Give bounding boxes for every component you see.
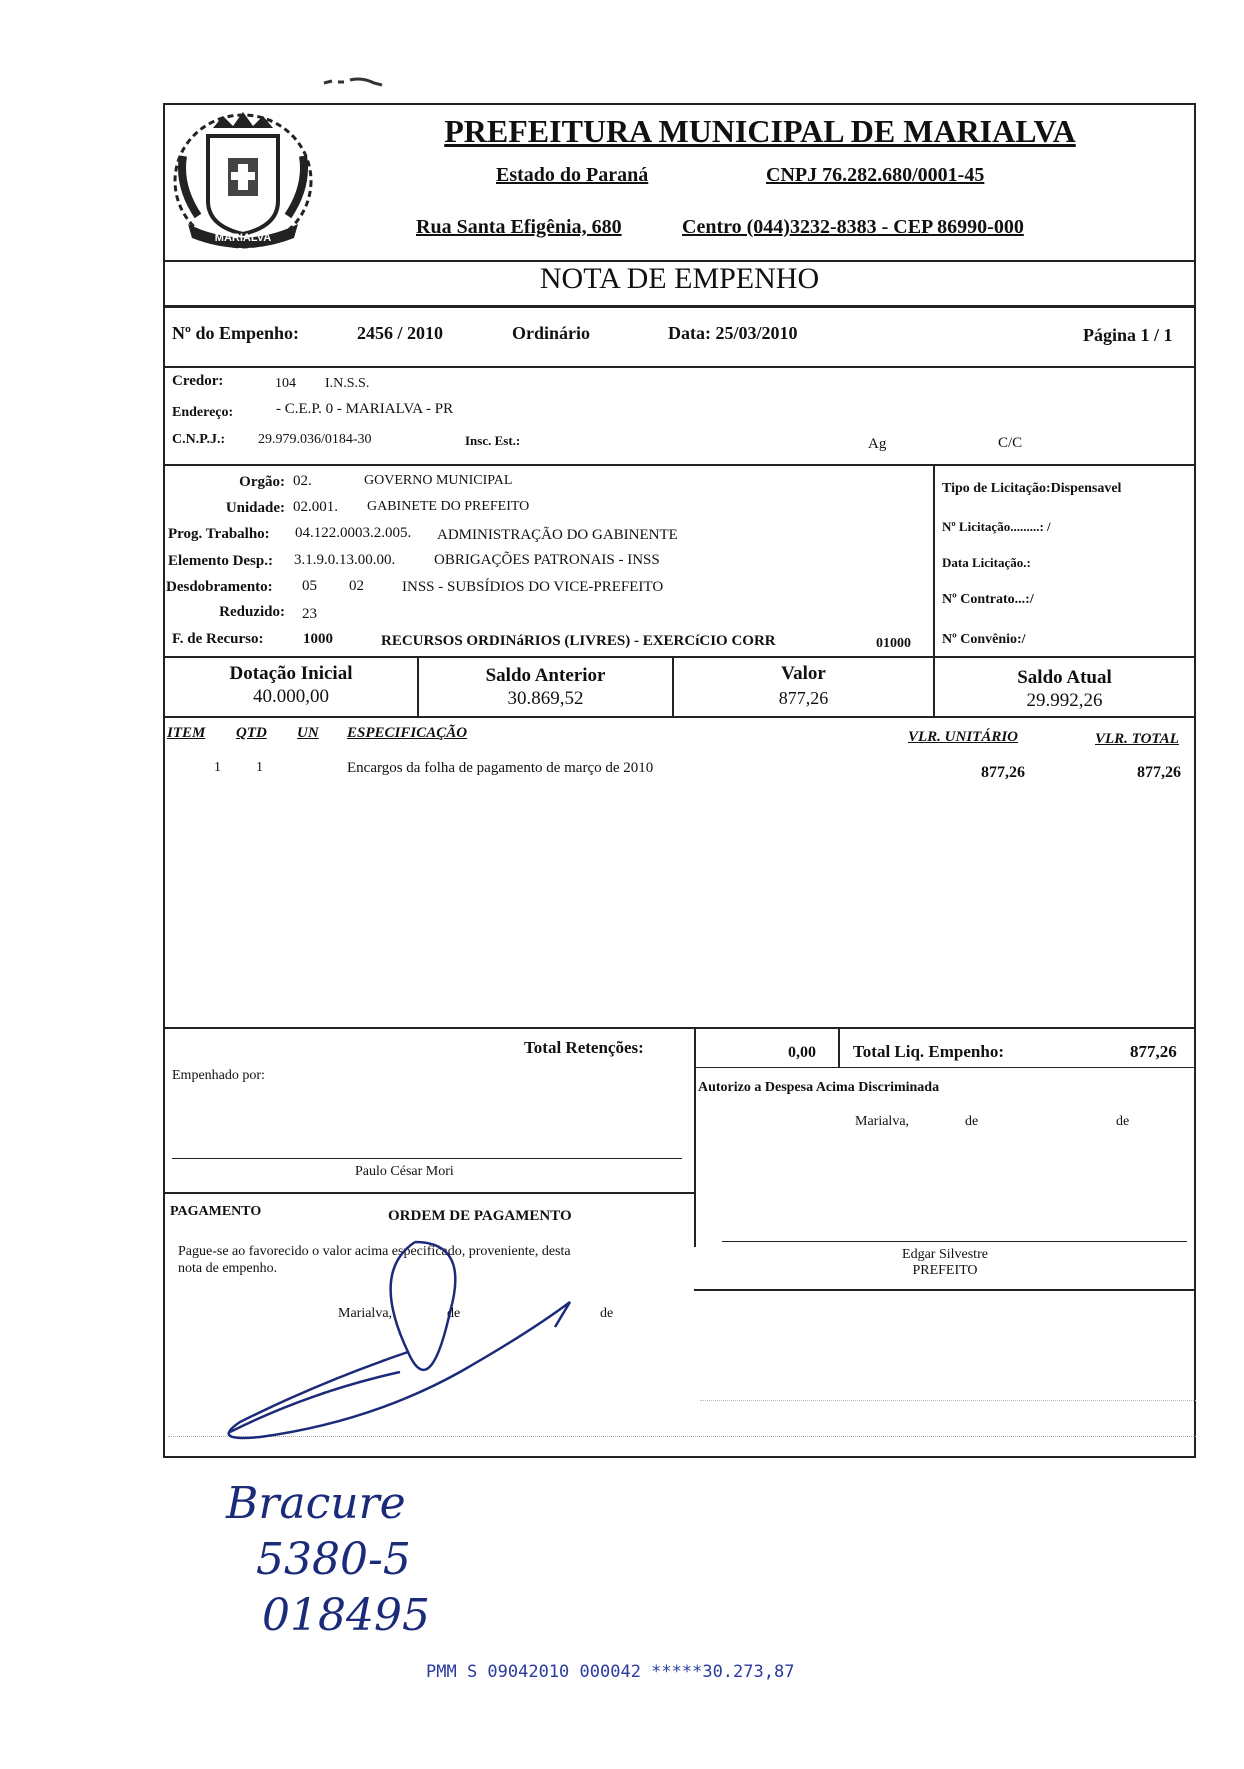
retencoes-value: 0,00 bbox=[788, 1044, 816, 1061]
header-state: Estado do Paraná bbox=[496, 164, 649, 186]
header-cnpj: CNPJ 76.282.680/0001-45 bbox=[766, 164, 985, 186]
col-qtd: QTD bbox=[236, 725, 267, 741]
seal-text: MARIALVA bbox=[214, 232, 272, 244]
credor-code: 104 bbox=[275, 376, 296, 391]
autorizo-city: Marialva, bbox=[855, 1114, 910, 1129]
orgao-name: GOVERNO MUNICIPAL bbox=[364, 473, 513, 488]
prefeito-name: Edgar Silvestre bbox=[902, 1247, 988, 1262]
header-address: Rua Santa Efigênia, 680 bbox=[416, 216, 622, 238]
red-label: Reduzido: bbox=[219, 604, 285, 620]
autorizo-de1: de bbox=[965, 1114, 979, 1129]
empenho-label: Nº do Empenho: bbox=[172, 323, 299, 343]
address-label: Endereço: bbox=[172, 405, 234, 420]
dotacao-inicial-value: 40.000,00 bbox=[253, 686, 329, 707]
col-item: ITEM bbox=[167, 725, 206, 741]
item-vlr-total: 877,26 bbox=[1137, 764, 1181, 781]
licitacao-numero: Nº Licitação.........: / bbox=[942, 519, 1051, 534]
item-vlr-unit: 877,26 bbox=[981, 764, 1025, 781]
empenho-type: Ordinário bbox=[512, 323, 591, 343]
item-espec: Encargos da folha de pagamento de março de 2010 bbox=[347, 760, 654, 776]
prog-code: 04.122.0003.2.005. bbox=[295, 525, 412, 541]
pagamento-de2: de bbox=[600, 1306, 614, 1321]
pagamento-text2: nota de empenho. bbox=[178, 1261, 278, 1276]
ordem-pagamento-label: ORDEM DE PAGAMENTO bbox=[388, 1208, 572, 1224]
saldo-anterior-label: Saldo Anterior bbox=[485, 665, 606, 686]
fonte-name: RECURSOS ORDINáRIOS (LIVRES) - EXERCíCIO CORR bbox=[381, 633, 776, 649]
saldo-atual-label: Saldo Atual bbox=[1017, 667, 1112, 688]
fonte-code: 1000 bbox=[303, 631, 333, 647]
coat-of-arms-icon bbox=[168, 106, 318, 256]
unidade-code: 02.001. bbox=[293, 499, 338, 515]
insc-label: Insc. Est.: bbox=[465, 433, 521, 448]
ag-label: Ag bbox=[868, 436, 887, 452]
col-vlr-total: VLR. TOTAL bbox=[1095, 731, 1179, 747]
prog-name: ADMINISTRAÇÃO DO GABINENTE bbox=[437, 527, 678, 543]
desd-name: INSS - SUBSÍDIOS DO VICE-PREFEITO bbox=[402, 579, 664, 595]
fonte-num: 01000 bbox=[876, 636, 911, 651]
coat-of-arms bbox=[168, 106, 318, 256]
desd-code2: 02 bbox=[349, 578, 364, 594]
saldo-anterior-value: 30.869,52 bbox=[507, 688, 584, 709]
footer-stamp: PMM S 09042010 000042 *****30.273,87 bbox=[426, 1662, 795, 1682]
elem-code: 3.1.9.0.13.00.00. bbox=[294, 552, 396, 568]
elem-name: OBRIGAÇÕES PATRONAIS - INSS bbox=[434, 552, 660, 568]
licitacao-contrato: Nº Contrato...:/ bbox=[942, 592, 1034, 607]
handwriting-line3: 018495 bbox=[262, 1590, 430, 1641]
signature-icon bbox=[200, 1232, 620, 1462]
prog-label: Prog. Trabalho: bbox=[168, 526, 270, 542]
retencoes-label: Total Retenções: bbox=[524, 1038, 644, 1057]
unidade-name: GABINETE DO PREFEITO bbox=[367, 499, 530, 514]
pagamento-text1: Pague-se ao favorecido o valor acima especificado, proveniente, desta bbox=[178, 1244, 571, 1259]
fonte-label: F. de Recurso: bbox=[172, 631, 264, 647]
item-number: 1 bbox=[214, 760, 221, 775]
dotted-line bbox=[700, 1400, 1196, 1401]
desd-code1: 05 bbox=[302, 578, 317, 594]
saldo-atual-value: 29.992,26 bbox=[1026, 690, 1103, 711]
header-title: PREFEITURA MUNICIPAL DE MARIALVA bbox=[444, 113, 1076, 149]
doc-title: NOTA DE EMPENHO bbox=[539, 262, 820, 295]
header-contact: Centro (044)3232-8383 - CEP 86990-000 bbox=[682, 216, 1024, 238]
scan-mark bbox=[322, 74, 400, 80]
pagamento-city: Marialva, bbox=[338, 1306, 393, 1321]
liq-value: 877,26 bbox=[1130, 1042, 1177, 1061]
unidade-label: Unidade: bbox=[225, 500, 285, 516]
credor-name: I.N.S.S. bbox=[325, 376, 370, 391]
orgao-label: Orgão: bbox=[239, 474, 285, 490]
autorizo-de2: de bbox=[1116, 1114, 1130, 1129]
autorizo-label: Autorizo a Despesa Acima Discriminada bbox=[698, 1080, 940, 1095]
empenhado-label: Empenhado por: bbox=[172, 1068, 265, 1083]
signature-scribble bbox=[200, 1232, 620, 1462]
credor-address: - C.E.P. 0 - MARIALVA - PR bbox=[276, 401, 454, 417]
pagamento-label: PAGAMENTO bbox=[170, 1204, 262, 1219]
cnpj-label: C.N.P.J.: bbox=[172, 432, 226, 447]
elem-label: Elemento Desp.: bbox=[168, 553, 273, 569]
empenhado-name: Paulo César Mori bbox=[355, 1164, 454, 1179]
cc-label: C/C bbox=[998, 435, 1023, 451]
empenho-page: Página 1 / 1 bbox=[1083, 325, 1173, 345]
handwriting-line2: 5380-5 bbox=[256, 1534, 411, 1585]
credor-label: Credor: bbox=[172, 373, 224, 389]
licitacao-data: Data Licitação.: bbox=[942, 555, 1031, 570]
col-vlr-unit: VLR. UNITÁRIO bbox=[908, 729, 1019, 745]
item-qtd: 1 bbox=[256, 760, 263, 775]
red-code: 23 bbox=[302, 606, 317, 622]
liq-label: Total Liq. Empenho: bbox=[853, 1042, 1004, 1061]
valor-label: Valor bbox=[781, 663, 826, 684]
valor-value: 877,26 bbox=[778, 688, 829, 708]
dotacao-inicial-label: Dotação Inicial bbox=[229, 663, 353, 684]
desd-label: Desdobramento: bbox=[166, 579, 273, 595]
orgao-code: 02. bbox=[293, 473, 312, 489]
empenho-number: 2456 / 2010 bbox=[357, 323, 444, 343]
pagamento-de1: de bbox=[447, 1306, 461, 1321]
col-un: UN bbox=[297, 725, 319, 741]
prefeito-role: PREFEITO bbox=[912, 1263, 978, 1278]
handwriting-line1: Bracure bbox=[226, 1478, 406, 1529]
licitacao-tipo: Tipo de Licitação:Dispensavel bbox=[942, 481, 1122, 496]
scan-mark-icon bbox=[322, 77, 400, 87]
empenho-date: Data: 25/03/2010 bbox=[668, 323, 798, 343]
col-espec: ESPECIFICAÇÃO bbox=[347, 725, 468, 741]
licitacao-convenio: Nº Convênio:/ bbox=[942, 632, 1026, 647]
credor-cnpj: 29.979.036/0184-30 bbox=[258, 432, 372, 447]
